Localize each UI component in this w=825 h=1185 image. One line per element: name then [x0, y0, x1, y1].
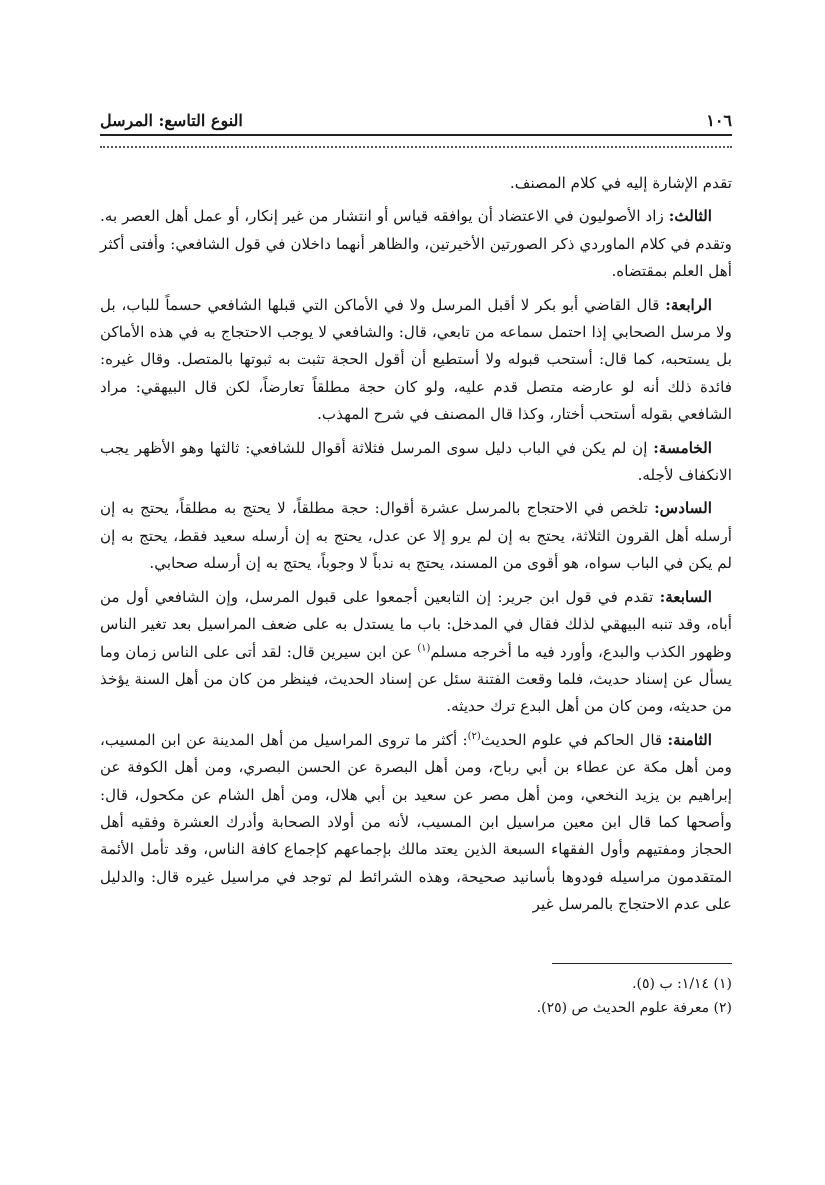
body-text: [100, 170, 732, 919]
header-rule: [100, 134, 732, 136]
footnote-rule: [552, 963, 732, 964]
paragraph-text: عن ابن سيرين قال: لقد أتى على الناس زمان وما يسأل عن إسناد حديث، فلما وقعت الفتنة سئل عن إسناد الحديث، فينظر من كان من أهل السنة يؤخذ من حديثه، ومن كان من أهل البدع ترك حديثه.: [100, 642, 732, 716]
footnote-marker: (١): [417, 642, 431, 654]
paragraph-text: تقدم في قول ابن جرير: إن التابعين أجمعوا على قبول المرسل، وإن الشافعي أول من أباه، وقد تنبه البيهقي لذلك فقال في المدخل: باب ما يستدل به على ضعف المراسيل بعد تغير الناس وظهور الكذب والبدع، وأورد فيه ما أخرجه مسلم: [100, 587, 732, 661]
footnotes: [100, 972, 732, 1020]
footnote-item: (٢) معرفة علوم الحديث ص (٢٥).: [536, 999, 732, 1016]
paragraph-text: : أكثر ما تروى المراسيل من أهل المدينة عن ابن المسيب، ومن أهل مكة عن عطاء بن أبي رباح، ومن أهل البصرة عن الحسن البصري، ومن أهل الكوفة عن إبراهيم بن يزيد النخعي، ومن أهل مصر عن سعيد بن أبي هلال، ومن أهل الشام عن مكحول، قال: وأصحها كما قال ابن معين مراسيل ابن المسيب، لأنه من أولاد الصحابة وأدرك العشرة وفقيه أهل الحجاز ومفتيهم وأول الفقهاء السبعة الذين يعتد مالك بإجماعهم كإجماع كافة الناس، وقد تأمل الأئمة المتقدمون مراسيله فودوها بأسانيد صحيحة، وهذه الشرائط لم توجد في مراسيل غيره قال: والدليل على عدم الاحتجاج بالمرسل غير: [100, 730, 732, 914]
paragraph-text: زاد الأصوليون في الاعتضاد أن يوافقه قياس أو انتشار من غير إنكار، أو عمل أهل العصر به. وتقدم في كلام الماوردي ذكر الصورتين الأخيرتين، والظاهر أنهما داخلان في قول الشافعي: وأفتى أكثر أهل العلم بمقتضاه.: [100, 207, 732, 281]
paragraph-text: قال القاضي أبو بكر لا أقبل المرسل ولا في الأماكن التي قبلها الشافعي حسماً للباب، بل ولا مرسل الصحابي إذا احتمل سماعه من تابعي، قال: والشافعي لا يوجب الاحتجاج به في هذه الأماكن بل يستحبه، كما قال: أستحب قبوله ولا أستطيع أن أقول الحجة تثبت به ثبوتها بالمتصل. وقال غيره: فائدة ذلك أنه لو عارضه متصل قدم عليه، ولو كان حجة مطلقاً تعارضاً، لكن قال البيهقي: مراد الشافعي بقوله أستحب أختار، وكذا قال المصنف في شرح المهذب.: [100, 295, 732, 424]
paragraph-fifth: [100, 435, 732, 490]
paragraph-fourth: [100, 292, 732, 429]
paragraph-lead: الثامنة:: [667, 730, 712, 749]
paragraph-eighth: [100, 727, 732, 919]
paragraph-lead: الثالث:: [668, 207, 712, 226]
paragraph-seventh: [100, 584, 732, 721]
paragraph-sixth: [100, 495, 732, 577]
page-number: ١٠٦: [706, 111, 732, 130]
footnote-marker: (٢): [467, 730, 481, 742]
paragraph-lead: الخامسة:: [653, 438, 712, 457]
header-dotted-rule: [100, 146, 732, 148]
paragraph-lead: السادس:: [654, 499, 712, 518]
paragraph-text: قال الحاكم في علوم الحديث: [480, 730, 668, 749]
chapter-title: النوع التاسع: المرسل: [100, 111, 243, 130]
paragraph-lead: السابعة:: [659, 587, 712, 606]
page-header: [100, 100, 732, 130]
paragraph-text: إن لم يكن في الباب دليل سوى المرسل فثلاثة أقوال للشافعي: ثالثها وهو الأظهر يجب الانكفاف لأجله.: [100, 438, 732, 485]
paragraph-continuation: تقدم الإشارة إليه في كلام المصنف.: [509, 174, 732, 192]
paragraph-text: تلخص في الاحتجاج بالمرسل عشرة أقوال: حجة مطلقاً، لا يحتج به مطلقاً، يحتج به إن أرسله أهل القرون الثلاثة، يحتج به إن لم يرو إلا عن عدل، يحتج به إن أرسله سعيد فقط، يحتج به إن لم يكن في الباب سواه، هو أقوى من المسند، يحتج به ندباً لا وجوباً، يحتج به إن أرسله صحابي.: [100, 499, 732, 573]
paragraph-lead: الرابعة:: [665, 295, 712, 314]
bleed-through-text: [100, 927, 732, 949]
paragraph-third: [100, 203, 732, 285]
book-page: [100, 100, 732, 1020]
footnote-item: (١) ١/١٤: ب (٥).: [632, 975, 732, 992]
